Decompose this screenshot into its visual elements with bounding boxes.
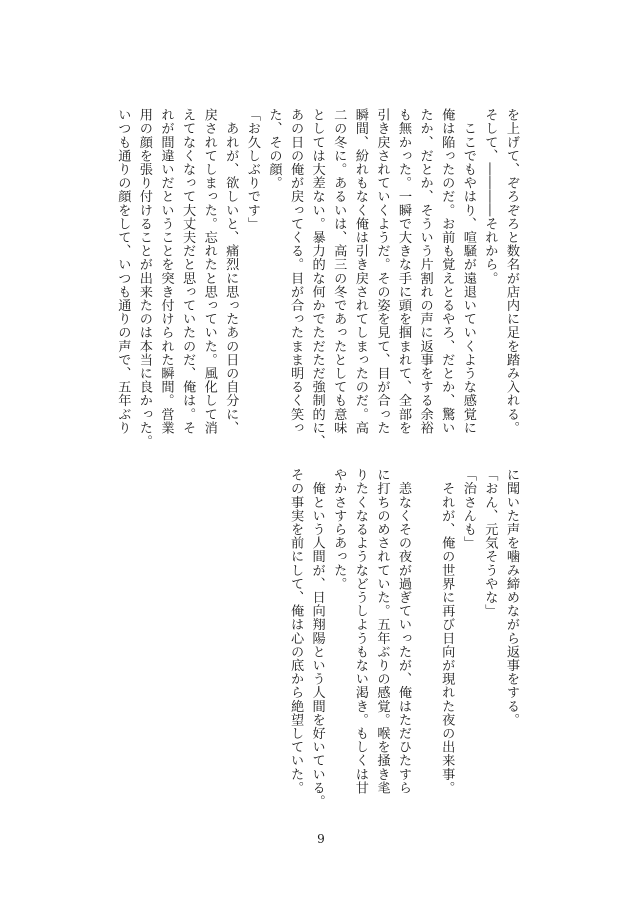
text-line: やかさすらあった。 xyxy=(331,468,347,591)
text-line: 俺という人間が、日向翔陽という人間を好いている。 xyxy=(309,468,325,808)
text-line: あの日の俺が戻ってくる。目が合ったまま明るく笑っ xyxy=(288,108,304,435)
page-number: 9 xyxy=(317,832,325,846)
text-line: それが、俺の世界に再び日向が現れた夜の出来事。 xyxy=(439,468,455,795)
blank-line xyxy=(414,468,436,778)
text-line: 「おん、元気そうやな」 xyxy=(482,468,498,618)
text-line: えてなくなって大丈夫だと思っていたのだ、俺は。そ xyxy=(180,108,196,435)
text-line: 戻されてしまった。忘れたと思っていた。風化して消 xyxy=(201,108,217,435)
text-line: に打ちのめされていた。五年ぶりの感覚。喉を掻き毟 xyxy=(374,468,390,795)
text-line: 俺は陥ったのだ。お前も覚えとるやろ、だとか、驚い xyxy=(439,108,455,435)
text-line: りたくなるようなどうしようもない渇き。もしくは甘 xyxy=(352,468,368,795)
text-line: いつも通りの顔をして、いつも通りの声で、五年ぶり xyxy=(115,108,131,435)
text-line: も無かった。一瞬で大きな手に頭を掴まれて、全部を xyxy=(396,108,412,435)
text-line: た、その顔。 xyxy=(266,108,282,190)
text-line: ここでもやはり、喧騒が遠退いていくような感覚に xyxy=(460,108,476,435)
text-line: 二の冬に。あるいは、高三の冬であったとしても意味 xyxy=(331,108,347,435)
text-line: れが間違いだということを突き付けられた瞬間。営業 xyxy=(158,108,174,435)
text-line: 「治さんも」 xyxy=(460,468,476,550)
text-line: そして、――――それから。 xyxy=(482,108,498,285)
text-line: 瞬間、紛れもなく俺は引き戻されてしまったのだ。高 xyxy=(352,108,368,435)
lower-text-block xyxy=(258,468,522,808)
text-line: 恙なくその夜が過ぎていったが、俺はただひたすら xyxy=(396,468,412,795)
text-line: に聞いた声を噛み締めながら返事をする。 xyxy=(504,468,519,727)
text-line: としては大差ない。暴力的な何かでただただ強制的に、 xyxy=(309,108,325,448)
text-line: 「お久しぶりです」 xyxy=(244,108,260,231)
text-line: その事実を前にして、俺は心の底から絶望していた。 xyxy=(288,468,304,795)
text-line: あれが、欲しいと、痛烈に思ったあの日の自分に、 xyxy=(223,108,239,435)
text-line: 用の顔を張り付けることが出来たのは本当に良かった。 xyxy=(136,108,152,448)
upper-text-block xyxy=(115,108,522,448)
text-line: 引き戻されていくようだ。その姿を見て、目が合った xyxy=(374,108,390,435)
text-line: を上げて、ぞろぞろと数名が店内に足を踏み入れる。 xyxy=(504,108,519,435)
text-line: たか、だとか、そういう片割れの声に返事をする余裕 xyxy=(417,108,433,435)
